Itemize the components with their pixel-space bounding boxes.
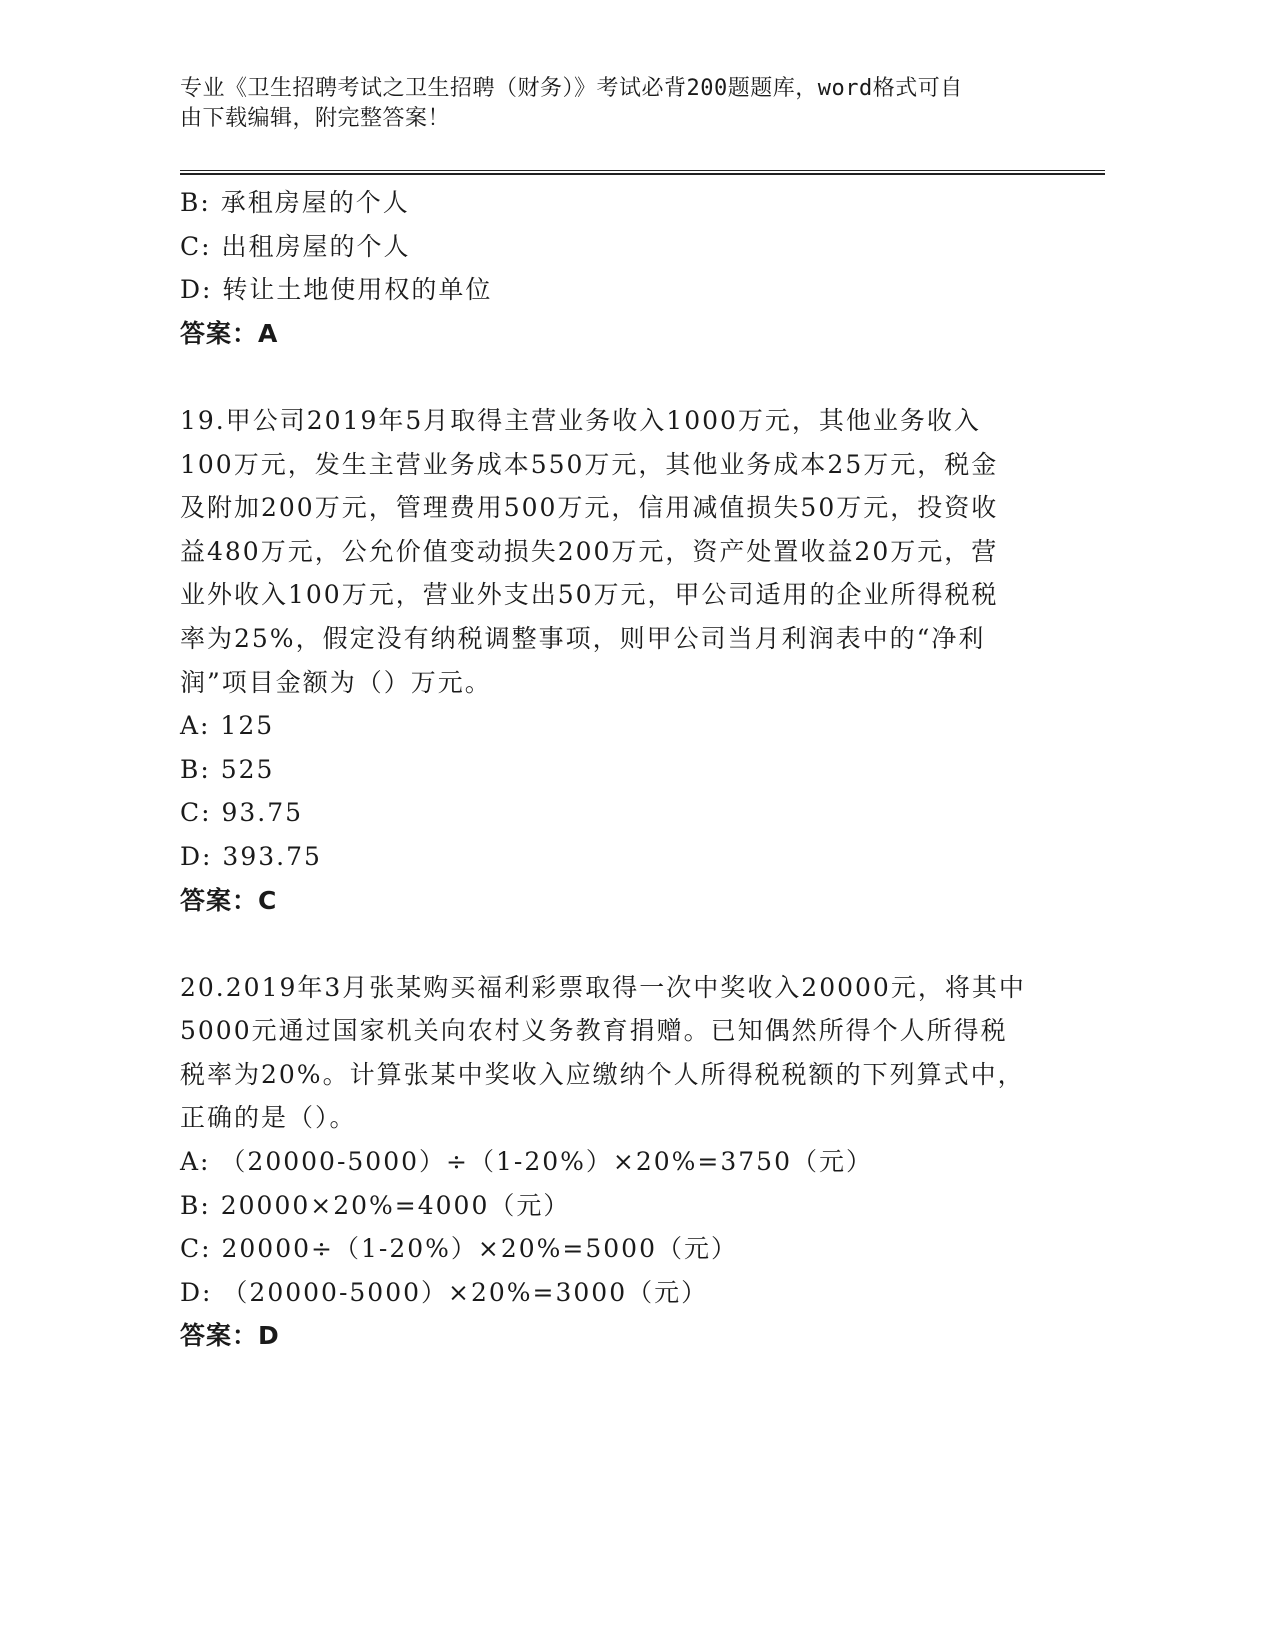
question-text-line: 19.甲公司2019年5月取得主营业务收入1000万元，其他业务收入 <box>180 405 981 435</box>
prev-question <box>180 181 1040 355</box>
header-divider-thick <box>180 173 1105 175</box>
option-b: B: 525 <box>180 754 275 784</box>
document-header <box>180 74 1060 134</box>
question-text-line: 5000元通过国家机关向农村义务教育捐赠。已知偶然所得个人所得税 <box>180 1016 1008 1046</box>
question-text-line: 率为25%，假定没有纳税调整事项，则甲公司当月利润表中的“净利 <box>180 623 986 653</box>
question-text-line: 及附加200万元，管理费用500万元，信用减值损失50万元，投资收 <box>180 493 999 523</box>
question-text-line: 正确的是（）。 <box>180 1103 357 1133</box>
header-line-1: 专业《卫生招聘考试之卫生招聘（财务）》考试必背200题题库，word格式可自 <box>180 76 963 101</box>
option-d: D: 393.75 <box>180 841 322 871</box>
answer-line: 答案：D <box>180 1321 280 1351</box>
option-d: D: （20000-5000）×20%=3000（元） <box>180 1277 709 1307</box>
spacer <box>180 355 1040 399</box>
question-text-line: 业外收入100万元，营业外支出50万元，甲公司适用的企业所得税税 <box>180 580 999 610</box>
question-20 <box>180 966 1040 1358</box>
document-body <box>180 181 1040 1358</box>
question-text-line: 润”项目金额为（）万元。 <box>180 667 492 697</box>
option-c: C: 出租房屋的个人 <box>180 231 411 261</box>
header-line-2: 由下载编辑，附完整答案！ <box>180 106 451 131</box>
question-text-line: 20.2019年3月张某购买福利彩票取得一次中奖收入20000元，将其中 <box>180 972 1026 1002</box>
option-a: A: 125 <box>180 711 275 741</box>
option-c: C: 20000÷（1-20%）×20%=5000（元） <box>180 1234 738 1264</box>
question-text-line: 100万元，发生主营业务成本550万元，其他业务成本25万元，税金 <box>180 449 999 479</box>
question-text-line: 益480万元，公允价值变动损失200万元，资产处置收益20万元，营 <box>180 536 999 566</box>
header-divider-thin <box>180 170 1105 171</box>
answer-line: 答案：A <box>180 318 279 348</box>
spacer <box>180 922 1040 966</box>
option-b: B: 20000×20%=4000（元） <box>180 1190 571 1220</box>
option-b: B: 承租房屋的个人 <box>180 188 410 217</box>
option-d: D: 转让土地使用权的单位 <box>180 275 493 305</box>
question-19 <box>180 399 1040 922</box>
option-a: A: （20000-5000）÷（1-20%）×20%=3750（元） <box>180 1147 873 1177</box>
option-c: C: 93.75 <box>180 798 304 828</box>
question-text-line: 税率为20%。计算张某中奖收入应缴纳个人所得税税额的下列算式中， <box>180 1059 1025 1089</box>
answer-line: 答案：C <box>180 885 278 915</box>
